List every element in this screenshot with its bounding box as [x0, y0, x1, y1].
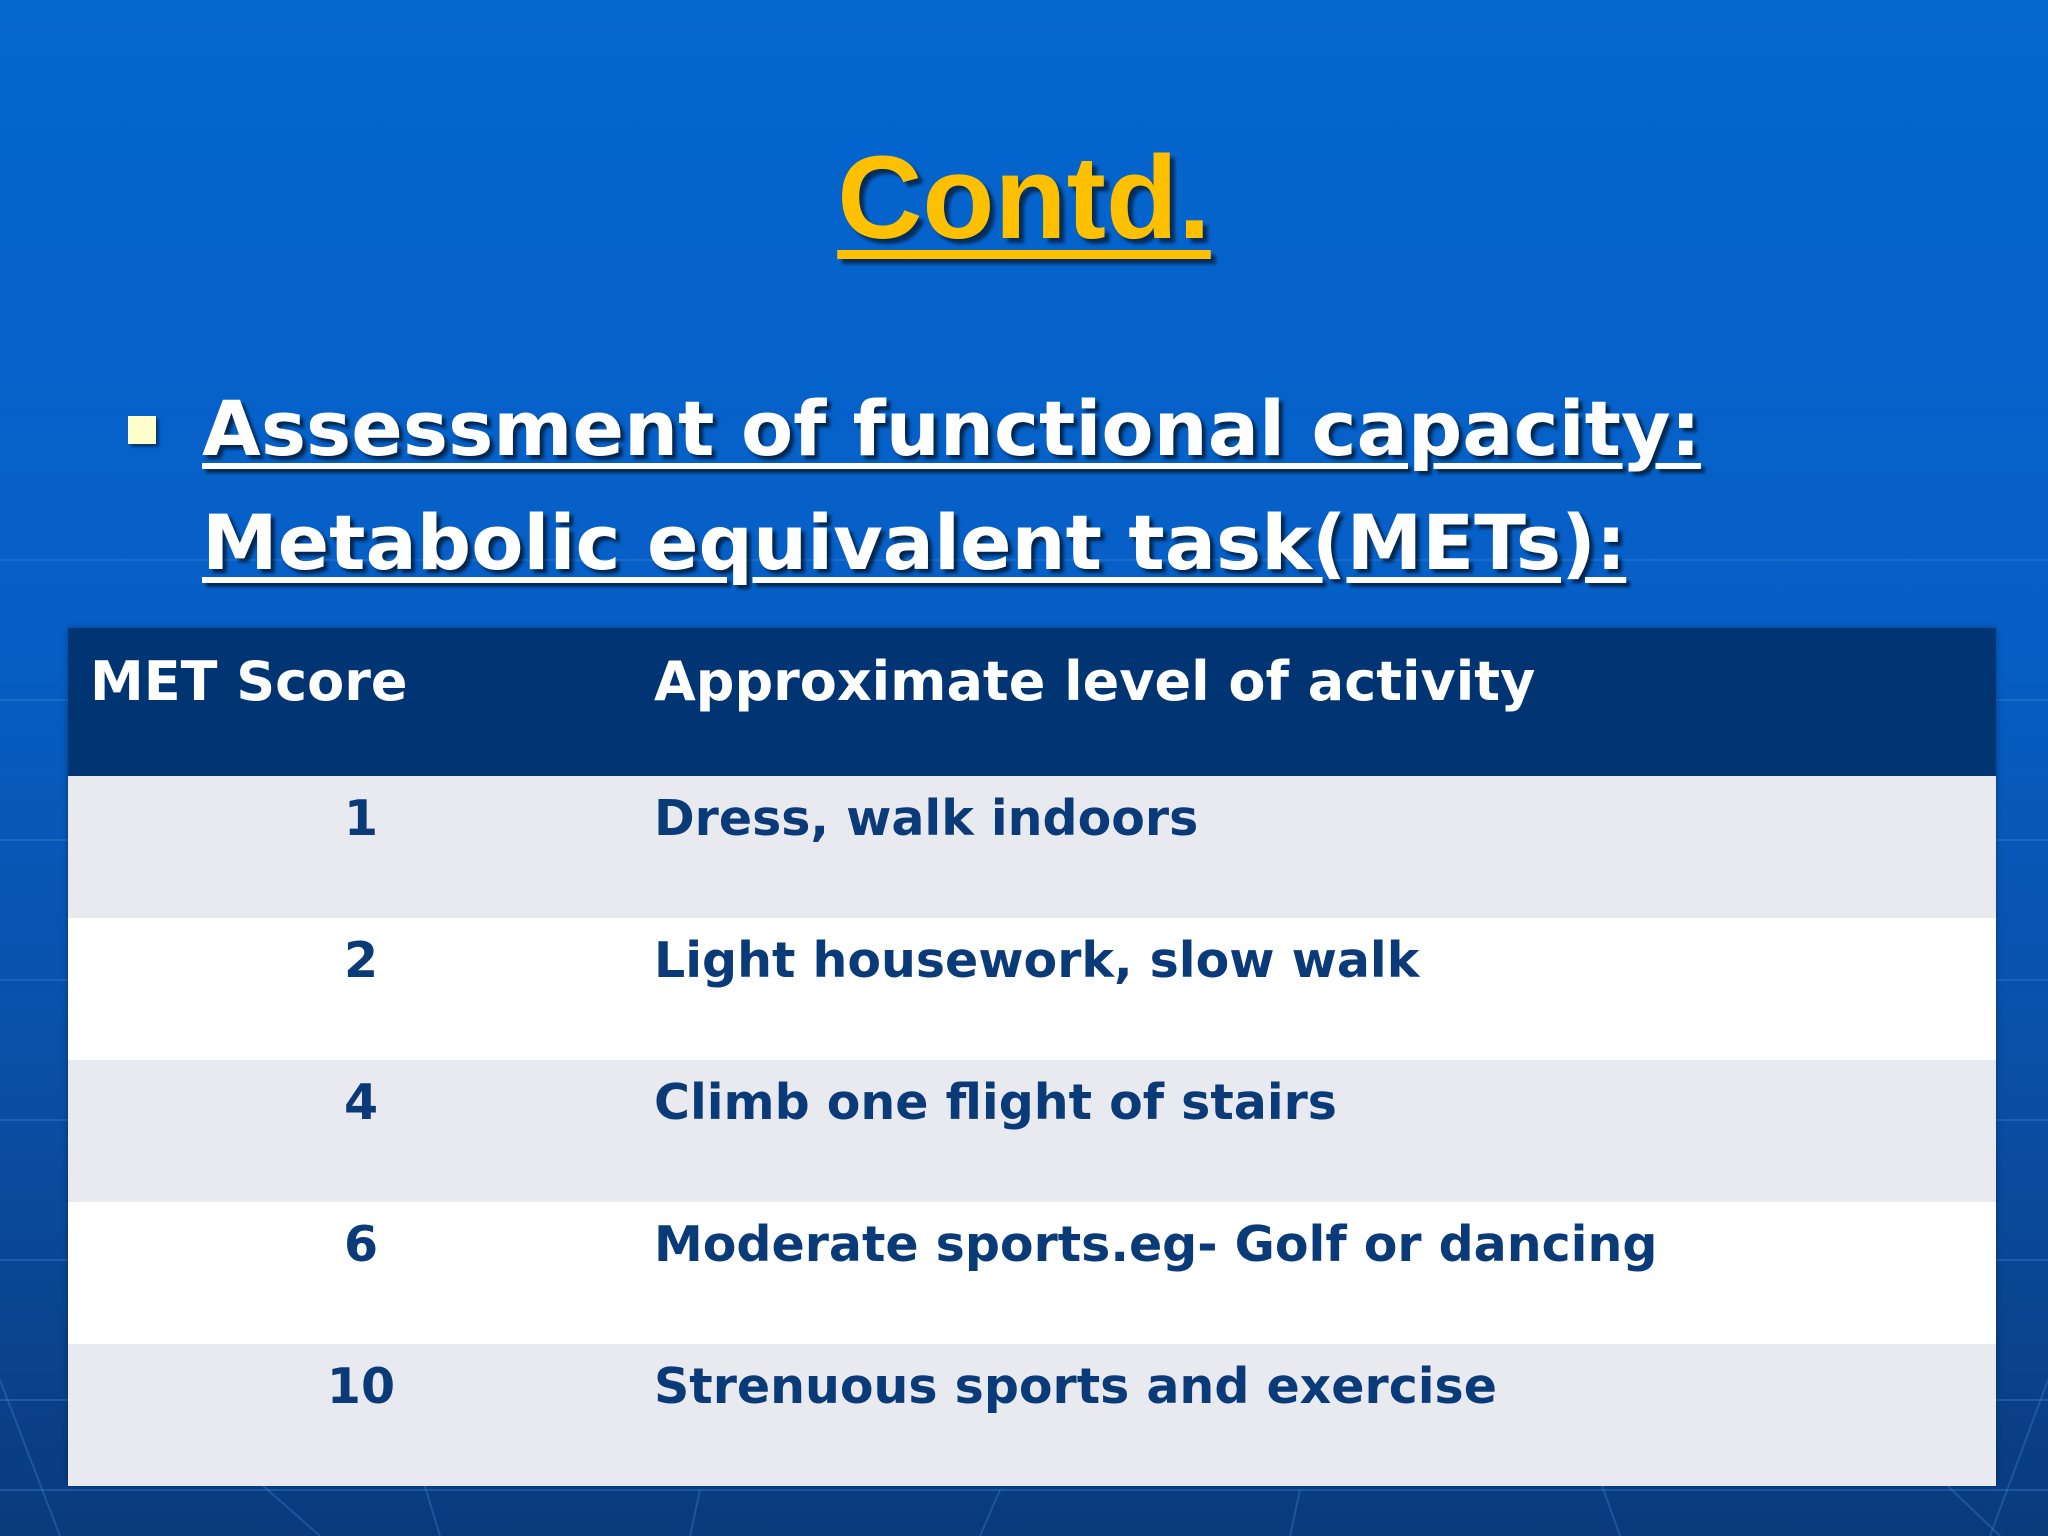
table-row — [68, 776, 1996, 918]
activity-cell: Dress, walk indoors — [654, 790, 1199, 847]
bullet-line-2: Metabolic equivalent task(METs): — [202, 498, 1627, 587]
met-score-cell: 4 — [343, 1074, 379, 1131]
table-row — [68, 918, 1996, 1060]
activity-cell: Light housework, slow walk — [654, 932, 1420, 989]
activity-cell: Climb one flight of stairs — [654, 1074, 1337, 1131]
bullet-line-1: Assessment of functional capacity: — [202, 384, 1701, 473]
met-score-cell: 10 — [326, 1358, 396, 1415]
bullet-text — [202, 372, 2002, 600]
table-header-row — [68, 628, 1996, 776]
table-row — [68, 1202, 1996, 1344]
met-table-grid — [68, 628, 1996, 1486]
table-row — [68, 1344, 1996, 1486]
activity-cell: Moderate sports.eg- Golf or dancing — [654, 1216, 1658, 1273]
header-met-score: MET Score — [90, 650, 408, 713]
header-activity-level: Approximate level of activity — [654, 650, 1536, 713]
met-score-cell: 2 — [343, 932, 379, 989]
met-score-cell: 1 — [343, 790, 379, 847]
square-bullet-icon — [128, 416, 156, 444]
slide-title: Contd. — [837, 132, 1211, 264]
table-row — [68, 1060, 1996, 1202]
met-table — [68, 628, 1996, 1482]
met-score-cell: 6 — [343, 1216, 379, 1273]
activity-cell: Strenuous sports and exercise — [654, 1358, 1497, 1415]
